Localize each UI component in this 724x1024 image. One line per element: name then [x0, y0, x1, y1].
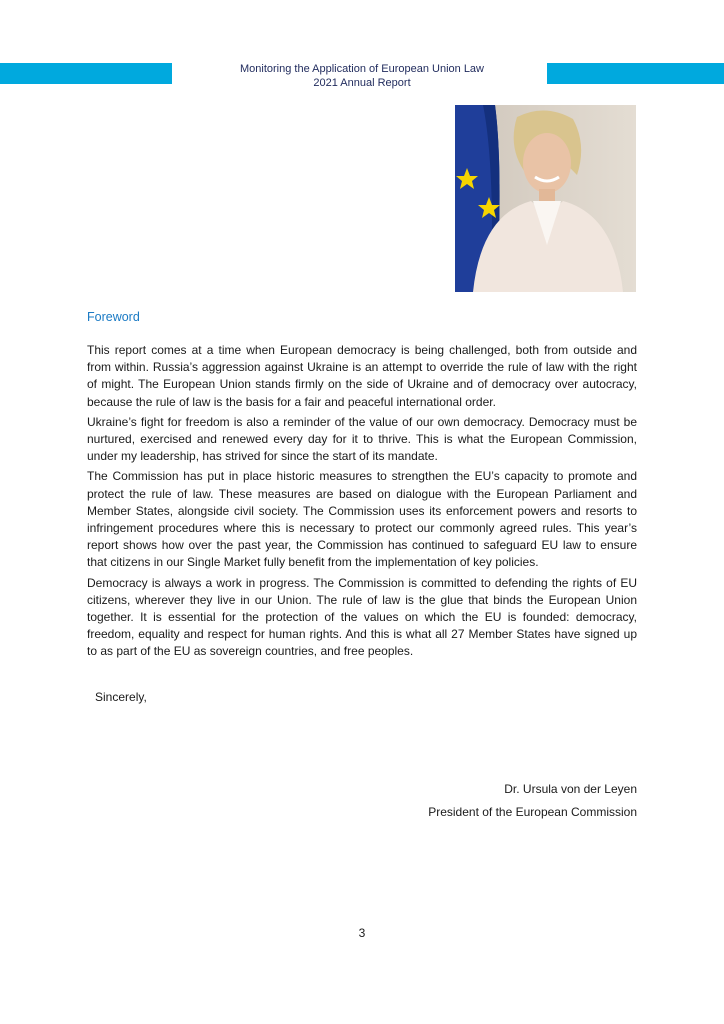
header-title: Monitoring the Application of European Union Law	[240, 63, 484, 75]
portrait-photo	[455, 105, 636, 292]
signatory-name: Dr. Ursula von der Leyen	[504, 781, 637, 796]
paragraph: Ukraine’s fight for freedom is also a reminder of the value of our own democracy. Democracy must be nurtured, exercised and renewed every day for it to thrive. This is what the European Commission, under my leadership, has strived for since the start of its mandate.	[87, 414, 637, 464]
paragraph: The Commission has put in place historic measures to strengthen the EU’s capacity to promote and protect the rule of law. These measures are based on dialogue with the European Parliament and Member States, alongside civil society. The Commission uses its enforcement powers and resorts to infringement procedures where this is necessary to protect our commonly agreed rules. This year’s report shows how over the past year, the Commission has continued to safeguard EU law to ensure that citizens in our Single Market fully benefit from the implementation of key policies.	[87, 469, 637, 570]
header-accent-bar-left	[0, 63, 172, 84]
paragraph: Democracy is always a work in progress. The Commission is committed to defending the rights of EU citizens, wherever they live in our Union. The rule of law is the glue that binds the European Union together. It is essential for the protection of the values on which the EU is founded: democracy, freedom, equality and respect for human rights. And this is what all 27 Member States have signed up to as part of the EU as sovereign countries, and free peoples.	[87, 575, 637, 659]
page-number: 3	[358, 926, 366, 940]
signatory-title: President of the European Commission	[428, 804, 637, 819]
header-accent-bar-right	[547, 63, 724, 84]
closing: Sincerely,	[95, 689, 147, 704]
running-header	[180, 62, 544, 90]
header-subtitle: 2021 Annual Report	[313, 77, 411, 89]
paragraph: This report comes at a time when European democracy is being challenged, both from outside and from within. Russia’s aggression against Ukraine is an attempt to override the rule of law with the right of might. The European Union stands firmly on the side of Ukraine and of democracy over autocracy, because the rule of law is the basis for a fair and peaceful international order.	[87, 343, 637, 409]
signature-block	[87, 778, 637, 824]
foreword-body	[87, 342, 637, 664]
foreword-section	[87, 308, 637, 824]
section-title: Foreword	[87, 310, 140, 324]
